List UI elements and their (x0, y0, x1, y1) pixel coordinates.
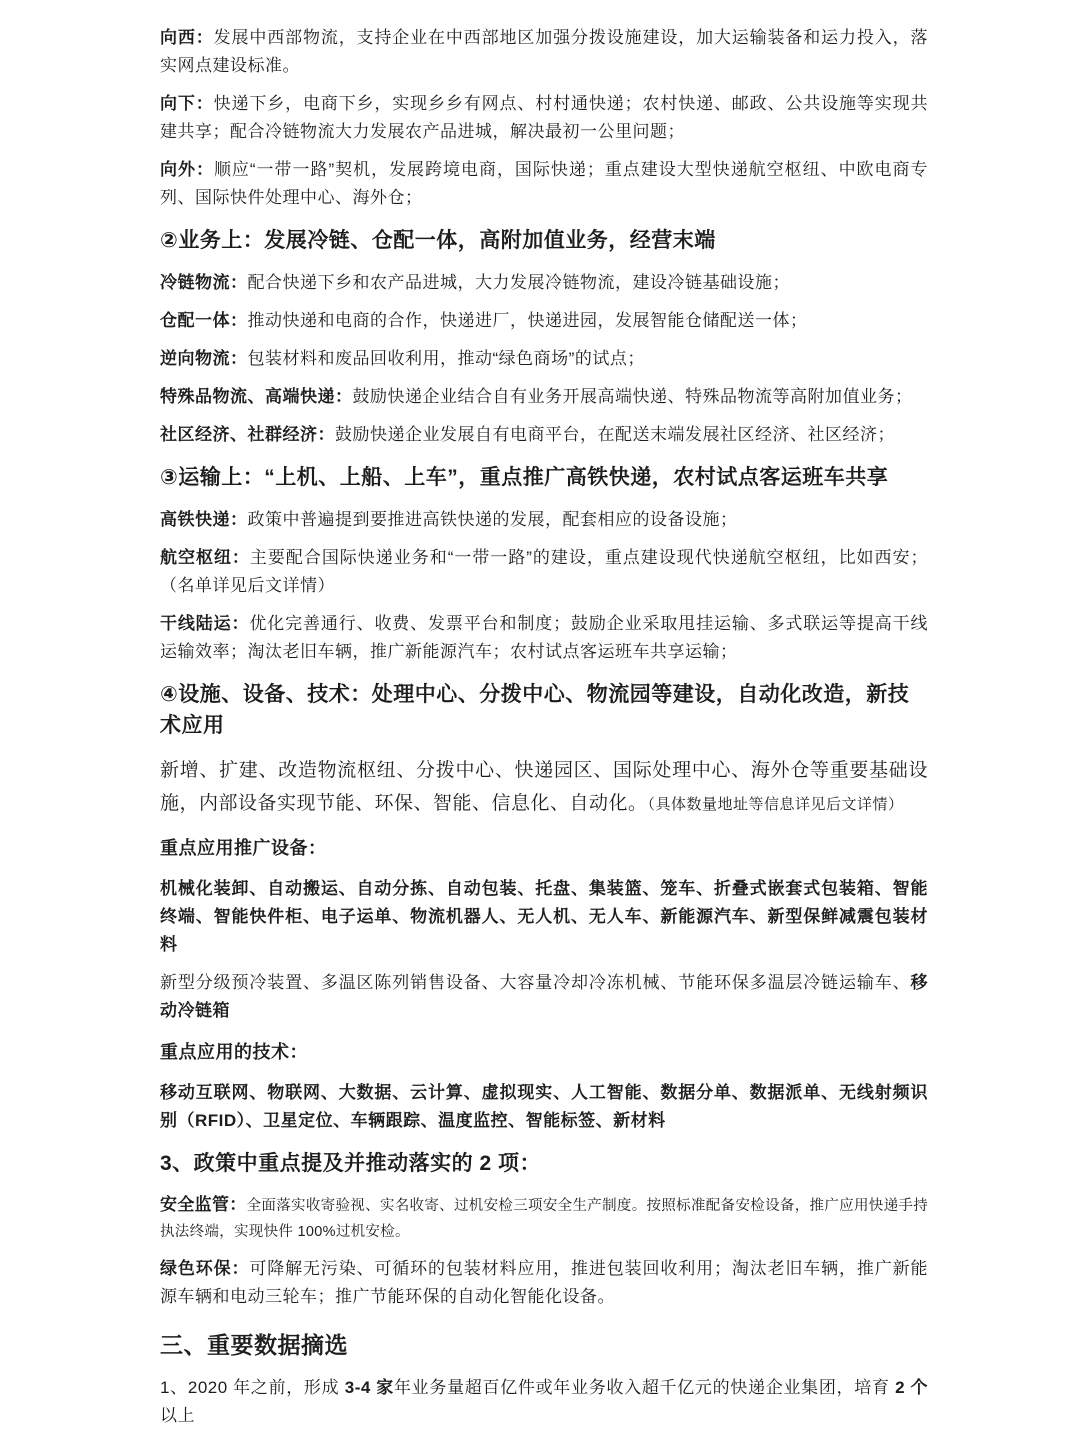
para-air-hub (160, 544, 928, 600)
para-reverse (160, 345, 928, 373)
para-west (160, 24, 928, 80)
para-lead: 干线陆运： (160, 614, 250, 633)
para-text: 包装材料和废品回收利用，推动“绿色商场”的试点； (247, 349, 645, 368)
para-data-1 (160, 1374, 928, 1430)
para-trunk (160, 610, 928, 666)
para-text: 快递下乡，电商下乡，实现乡乡有网点、村村通快递；农村快递、邮政、公共设施等实现共建共享；配合冷链物流大力发展农产品进城，解决最初一公里问题； (160, 94, 929, 141)
para-text: 新增、扩建、改造物流枢纽、分拨中心、快递园区、国际处理中心、海外仓等重要基础设施，内部设备实现节能、环保、智能、信息化、自动化。 (160, 760, 928, 814)
para-down (160, 90, 928, 146)
para-text: 可降解无污染、可循环的包装材料应用，推进包装回收利用；淘汰老旧车辆，推广新能源车辆和电动三轮车；推广节能环保的自动化智能化设备。 (160, 1259, 929, 1306)
para-bold-seg: 2 个 (895, 1378, 928, 1397)
para-bold-seg: 3-4 家 (344, 1378, 394, 1397)
para-bold-suffix: 移动冷链箱 (160, 973, 928, 1020)
para-text: 鼓励快递企业发展自有电商平台，在配送末端发展社区经济、社区经济； (335, 425, 895, 444)
para-text: 鼓励快递企业结合自有业务开展高端快递、特殊品物流等高附加值业务； (352, 387, 913, 406)
para-tech-list: 移动互联网、物联网、大数据、云计算、虚拟现实、人工智能、数据分单、数据派单、无线射频识别（RFID）、卫星定位、车辆跟踪、温度监控、智能标签、新材料 (160, 1083, 928, 1130)
para-note: （具体数量地址等信息详见后文详情） (647, 796, 904, 813)
para-lead: 航空枢纽： (160, 548, 250, 567)
para-seg: 以上 (160, 1406, 195, 1425)
heading-data: 三、重要数据摘选 (160, 1332, 348, 1358)
para-lead: 社区经济、社群经济： (160, 425, 335, 444)
para-lead: 安全监管： (160, 1195, 247, 1214)
heading-facility: ④设施、设备、技术：处理中心、分拨中心、物流园等建设，自动化改造，新技术应用 (160, 683, 910, 737)
para-text: 新型分级预冷装置、多温区陈列销售设备、大容量冷却冷冻机械、节能环保多温层冷链运输车、 (160, 973, 911, 992)
para-text: 主要配合国际快递业务和“一带一路”的建设，重点建设现代快递航空枢纽，比如西安；（名单详见后文详情） (160, 548, 928, 595)
para-text: 推动快递和电商的合作，快递进厂，快递进园，发展智能仓储配送一体； (247, 311, 808, 330)
para-text: 政策中普遍提到要推进高铁快递的发展，配套相应的设备设施； (247, 510, 738, 529)
para-text: 顺应“一带一路”契机，发展跨境电商，国际快递；重点建设大型快递航空枢纽、中欧电商专列、国际快件处理中心、海外仓； (160, 160, 929, 207)
para-equipment-list-1: 机械化装卸、自动搬运、自动分拣、自动包装、托盘、集装篮、笼车、折叠式嵌套式包装箱、智能终端、智能快件柜、电子运单、物流机器人、无人机、无人车、新能源汽车、新型保鲜减震包装材料 (160, 879, 928, 954)
para-special (160, 383, 928, 411)
para-outward (160, 156, 928, 212)
heading-two-items: 3、政策中重点提及并推动落实的 2 项： (160, 1152, 542, 1175)
para-lead: 冷链物流： (160, 273, 248, 292)
para-lead: 向西： (160, 28, 214, 47)
para-text: 发展中西部物流，支持企业在中西部地区加强分拨设施建设，加大运输装备和运力投入，落实网点建设标准。 (160, 28, 929, 75)
heading-key-equipment: 重点应用推广设备： (160, 838, 327, 858)
heading-key-tech: 重点应用的技术： (160, 1042, 308, 1062)
para-lead: 特殊品物流、高端快递： (160, 387, 353, 406)
para-text: 全面落实收寄验视、实名收寄、过机安检三项安全生产制度。按照标准配备安检设备，推广应用快递手持执法终端，实现快件 100%过机安检。 (160, 1198, 929, 1240)
heading-business: ②业务上：发展冷链、仓配一体，高附加值业务，经营末端 (160, 229, 716, 252)
para-lead: 向外： (160, 160, 214, 179)
para-lead: 逆向物流： (160, 349, 248, 368)
para-green (160, 1255, 928, 1311)
para-seg: 年业务量超百亿件或年业务收入超千亿元的快递企业集团，培育 (393, 1378, 896, 1397)
para-lead: 向下： (160, 94, 214, 113)
para-hsr (160, 506, 928, 534)
para-lead: 绿色环保： (160, 1259, 250, 1278)
heading-transport: ③运输上：“上机、上船、上车”，重点推广高铁快递，农村试点客运班车共享 (160, 466, 889, 489)
para-seg: 1、2020 年之前，形成 (160, 1378, 345, 1397)
para-safety (160, 1192, 928, 1245)
para-lead: 仓配一体： (160, 311, 248, 330)
para-warehouse (160, 307, 928, 335)
para-cold-chain (160, 269, 928, 297)
para-lead: 高铁快递： (160, 510, 248, 529)
para-text: 优化完善通行、收费、发票平台和制度；鼓励企业采取甩挂运输、多式联运等提高干线运输效率；淘汰老旧车辆，推广新能源汽车；农村试点客运班车共享运输； (160, 614, 929, 661)
para-equipment-list-2 (160, 969, 928, 1025)
para-text: 配合快递下乡和农产品进城，大力发展冷链物流，建设冷链基础设施； (247, 273, 790, 292)
para-infrastructure (160, 754, 928, 821)
para-community (160, 421, 928, 449)
